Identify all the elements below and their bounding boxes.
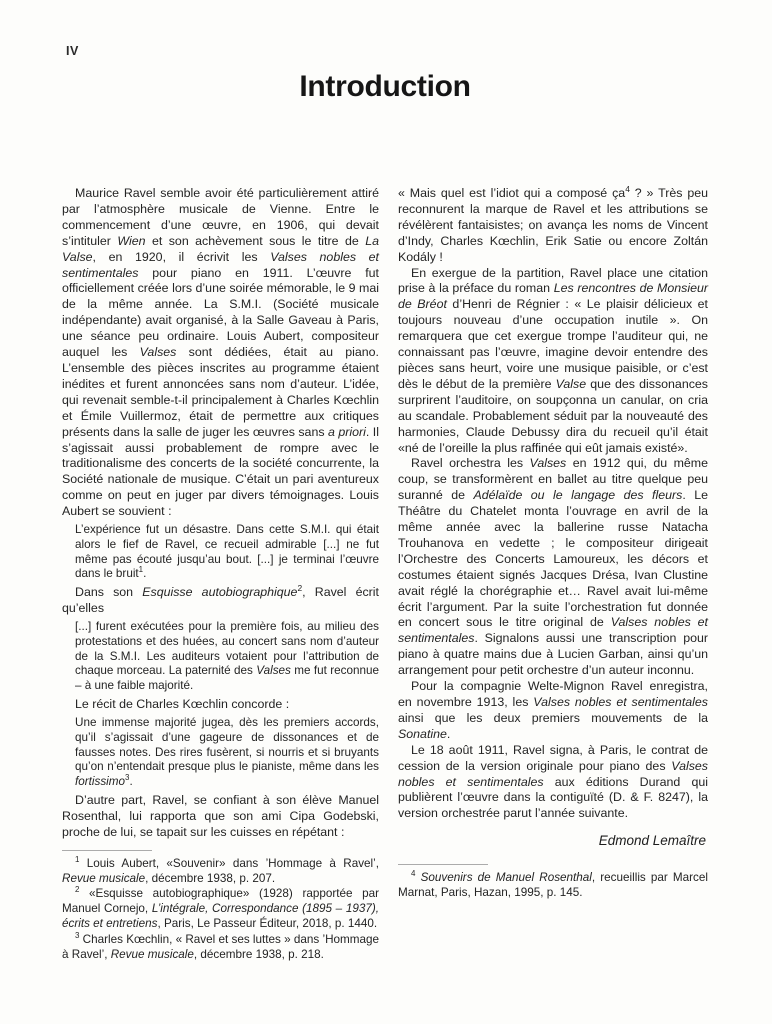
italic-run: Souvenirs de Manuel Rosenthal (420, 871, 592, 885)
text-run: que des dissonances surprirent l’auditoire, on soupçonna un canular, on cria au scandale. Probablement séduit par la nouveauté des harmonies, Claude Debussy dira du recueil qu’il était «né de l’oreille la plus raffinée qui eût jamais existé». (398, 376, 708, 455)
two-column-text (62, 183, 709, 962)
text-run: sont dédiées, était au piano. L’ensemble des pièces inscrites au programme étaient inédites et furent annoncées sans nom d’auteur. L’idée, qui revenait semble-t-il principalement à Charles Kœchlin et Émile Vuillermoz, était de permettre aux critiques présents dans la salle de juger les œuvres sans (62, 345, 379, 439)
footnote-ref: 3 (125, 773, 130, 783)
paragraph (62, 793, 379, 841)
italic-run: Valses nobles et sentimentales (398, 758, 708, 789)
footnote-ref: 4 (625, 183, 630, 194)
text-run: Maurice Ravel semble avoir été particulièrement attiré par l’atmosphère musicale de Vienne. Entre le commencement d’une œuvre, en 1906, qui devait s’intituler (62, 186, 379, 248)
footnote-ref: 4 (411, 869, 416, 879)
right-column-body (398, 183, 709, 822)
text-run: , décembre 1938, p. 207. (145, 871, 276, 885)
text-run: . Il s’agissait aussi probablement de rompre avec le traditionalisme des concerts de la société concurrente, la Société nationale de musique. C’était un pari aventureux comme on peut en juger par divers témoignages. Louis Aubert se souvient : (62, 424, 380, 519)
text-run: Le 18 août 1911, Ravel signa, à Paris, le contrat de cession de la version originale pour piano des (398, 742, 708, 773)
italic-run: Revue musicale (62, 871, 146, 885)
text-run: Une immense majorité jugea, dès les premiers accords, qu’il s’agissait d’une gageure de dissonances et de fausses notes. Des rires fusèrent, si nourris et si bruyants qu’on n’entendait presque plus le pianiste, même dans les (75, 715, 379, 774)
italic-run: fortissimo (75, 775, 126, 789)
text-run: pour piano en 1911. L’œuvre fut officiellement créée lors d’une soirée mémorable, le 9 mai de la même année. La S.M.I. (Société musicale indépendante) avait organisé, à la Salle Gaveau à Paris, une séance peu ordinaire. Louis Aubert, compositeur auquel les (62, 265, 379, 360)
text-run: « Mais quel est l’idiot qui a composé ça (398, 186, 626, 200)
footnote-separator (62, 850, 152, 851)
text-run: . (143, 567, 147, 581)
text-run: Dans son (75, 585, 143, 600)
paragraph (398, 743, 708, 823)
block-quote (75, 620, 379, 694)
author-signature: Edmond Lemaître (598, 833, 706, 849)
footnote-ref: 1 (75, 854, 80, 864)
footnote-ref: 2 (75, 885, 80, 895)
footnote (398, 870, 708, 900)
italic-run: L’intégrale, Correspondance (1895 – 1937), écrits et entretiens (62, 902, 379, 931)
right-column-footnotes (398, 870, 708, 900)
text-run: «Esquisse autobiographique» (1928) rapportée par Manuel Cornejo, (62, 887, 379, 916)
paragraph (398, 183, 708, 266)
italic-run: Valses nobles et sentimentales (62, 249, 379, 280)
text-run: , Ravel écrit qu’elles (62, 585, 379, 616)
footnote (62, 932, 379, 962)
italic-run: La Valse (62, 233, 379, 264)
left-column-body (62, 186, 379, 841)
text-run: , en 1920, il écrivit les (92, 249, 271, 264)
paragraph (398, 679, 708, 743)
footnote-separator (398, 864, 488, 865)
italic-run: a priori (328, 424, 366, 439)
text-run: Le récit de Charles Kœchlin concorde : (75, 697, 290, 712)
italic-run: Valse (555, 376, 587, 391)
text-run: , Paris, Le Passeur Éditeur, 2018, p. 1440. (157, 917, 378, 931)
paragraph (398, 456, 708, 679)
page-number: IV (66, 44, 79, 58)
right-column (398, 183, 709, 962)
text-run: Charles Kœchlin, « Ravel et ses luttes » dans ’Hommage à Ravel’, (62, 932, 379, 961)
italic-run: Esquisse autobiographique (142, 585, 298, 600)
footnote-ref: 3 (75, 930, 80, 940)
footnote (62, 856, 379, 886)
text-run: Ravel orchestra les (411, 456, 530, 471)
paragraph (62, 585, 379, 617)
text-run: L’expérience fut un désastre. Dans cette S.M.I. qui était alors le fief de Ravel, ce recueil admirable [...] ne fut même pas écouté jusqu’au bout. [...] je terminai l’œuvre dans le bruit (75, 523, 379, 581)
page-title: Introduction (299, 70, 471, 103)
italic-run: Valses (256, 664, 291, 678)
text-run: ainsi que les deux premiers mouvements de la (398, 710, 708, 725)
block-quote (75, 716, 379, 790)
paragraph (62, 186, 379, 520)
text-run: Pour la compagnie Welte-Mignon Ravel enregistra, en novembre 1913, les (398, 679, 708, 709)
text-run: aux éditions Durand qui publièrent l’œuvre dans la contiguïté (D. & F. 8247), la version orchestrée parut l’année suivante. (398, 774, 708, 821)
text-run: me fut reconnue – à une faible majorité. (75, 664, 379, 693)
text-run: . Signalons aussi une transcription pour piano à quatre mains due à Lucien Garban, ainsi qu’un arrangement pour petit orchestre d’un auteur inconnu. (398, 631, 708, 678)
left-column (62, 186, 379, 962)
text-run: d’Henri de Régnier : « Le plaisir délicieux et toujours nouveau d’une occupation inutile ». On remarquera que cet exergue trompe l’auditeur qui, ne connaissant pas l’œuvre, imagine devoir entendre des pièces sans heurt, voire une musique paisible, or c’est dès le début de la première (398, 297, 709, 391)
text-run: D’autre part, Ravel, se confiant à son élève Manuel Rosenthal, lui rapporta que son ami Cipa Godebski, proche de lui, se tapait sur les cuisses en répétant : (62, 792, 379, 839)
text-run: En exergue de la partition, Ravel place une citation prise à la préface du roman (398, 265, 708, 296)
left-column-footnotes (62, 856, 379, 962)
italic-run: Sonatine (398, 726, 447, 741)
italic-run: Les rencontres de Monsieur de Bréot (398, 281, 708, 312)
text-run: en 1912 qui, du même coup, se transformèrent en ballet au titre quelque peu suranné de (398, 456, 709, 503)
italic-run: Adélaïde ou le langage des fleurs (473, 488, 683, 503)
text-run: et son achèvement sous le titre de (145, 233, 366, 248)
footnote (62, 886, 379, 932)
text-run: . (129, 775, 133, 789)
paragraph (62, 697, 379, 713)
italic-run: Revue musicale (110, 947, 194, 961)
italic-run: Valses (139, 345, 177, 360)
text-run: , décembre 1938, p. 218. (193, 947, 324, 961)
italic-run: Wien (117, 233, 146, 248)
italic-run: Valses nobles et sentimentales (398, 615, 708, 646)
italic-run: Valses nobles et sentimentales (533, 695, 708, 709)
footnote-ref: 1 (138, 565, 144, 575)
footnote-ref: 2 (297, 583, 303, 594)
text-run: . Le Théâtre du Chatelet monta l’ouvrage en avril de la même année avec la ballerine russe Natacha Trouhanova en vedette ; le compositeur dirigeait l’Orchestre des Concerts Lamoureux, les décors et costumes étaient signés Jacques Drésa, Ivan Clustine avait réglé la chorégraphie et… Ravel avait lui-même écrit l’argument. Par la suite l’orchestration fut donnée en concert sous le titre original de (398, 488, 708, 630)
paragraph (398, 266, 708, 457)
italic-run: Valses (529, 456, 567, 471)
text-run: ? » Très peu reconnurent la marque de Ravel et les attributions se révélèrent fantaisistes; on avança les noms de Vincent d’Indy, Charles Kœchlin, Erik Satie ou encore Zoltán Kodály ! (398, 186, 708, 264)
text-run: Louis Aubert, «Souvenir» dans ’Hommage à Ravel’, (79, 856, 379, 870)
block-quote (75, 523, 379, 582)
text-run: [...] furent exécutées pour la première fois, au milieu des protestations et des huées, au concert sans nom d’auteur de la S.M.I. Les auditeurs votaient pour l’attribution de chaque morceau. La paternité des (75, 620, 379, 678)
text-run: , recueillis par Marcel Marnat, Paris, Hazan, 1995, p. 145. (398, 871, 708, 900)
text-run: . (446, 726, 451, 741)
